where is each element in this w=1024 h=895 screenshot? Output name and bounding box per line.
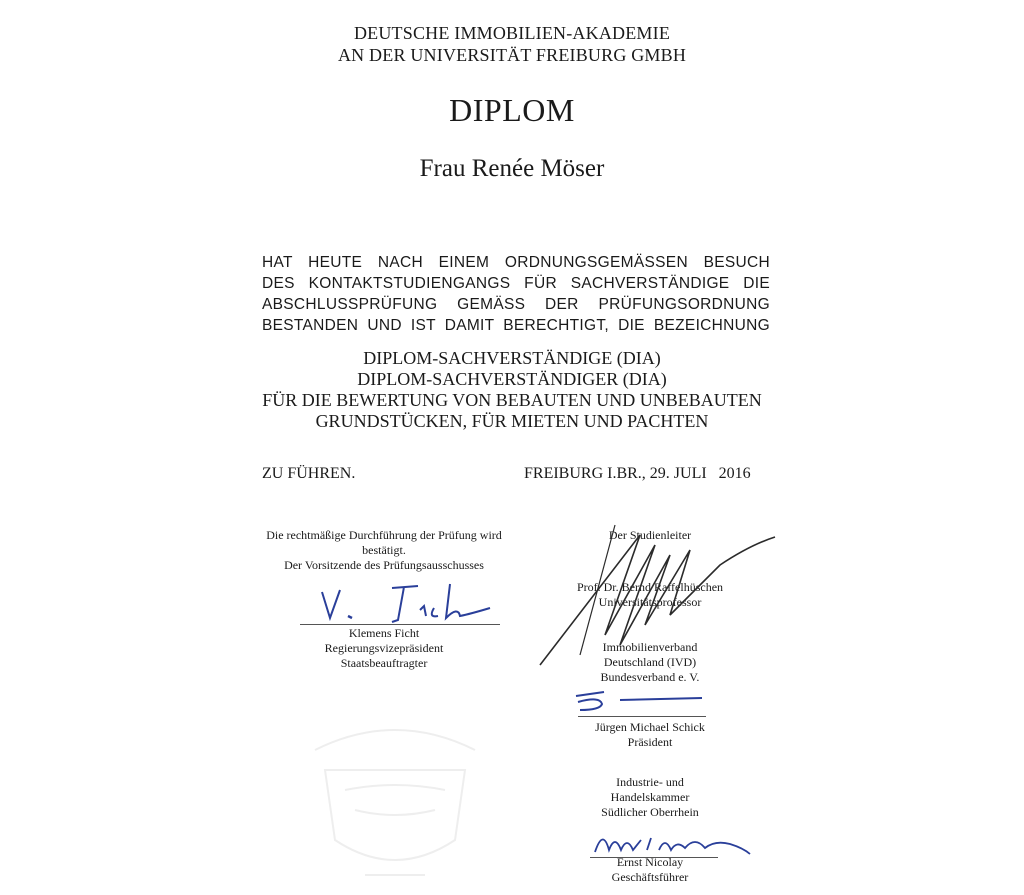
ivd-line3: Bundesverband e. V. [600, 670, 700, 684]
ivd-name: Jürgen Michael Schick [595, 720, 705, 734]
designation-line: FÜR DIE BEWERTUNG VON BEBAUTEN UND UNBEBAUTEN [262, 390, 762, 410]
designation-line: DIPLOM-SACHVERSTÄNDIGE (DIA) [363, 348, 661, 368]
exam-confirmation-line3: Der Vorsitzende des Prüfungsausschusses [284, 558, 484, 572]
study-director-label: Der Studienleiter [608, 528, 692, 542]
ihk-role: Geschäftsführer [611, 870, 689, 884]
signature-line-left [300, 624, 500, 625]
ihk-line3: Südlicher Oberrhein [601, 805, 699, 819]
chair-role2: Staatsbeauftragter [340, 656, 428, 670]
institution-line2: AN DER UNIVERSITÄT FREIBURG GMBH [337, 45, 687, 65]
ihk-block [530, 775, 770, 820]
exam-confirmation-line1: Die rechtmäßige Durchführung der Prüfung wird [266, 528, 502, 542]
ihk-line2: Handelskammer [610, 790, 690, 804]
exam-confirmation-line2: bestätigt. [362, 543, 406, 557]
recipient-name: Frau Renée Möser [419, 155, 605, 182]
institution-header [0, 22, 1024, 66]
exam-confirmation [256, 528, 512, 573]
chair-name: Klemens Ficht [348, 626, 420, 640]
diploma-title: DIPLOM [449, 92, 575, 128]
designation [0, 348, 1024, 432]
embossed-seal [295, 690, 495, 895]
signature-ficht [300, 580, 500, 630]
body-line: HAT HEUTE NACH EINEM ORDNUNGSGEMÄSSEN BESUCH [262, 254, 770, 271]
designation-line: GRUNDSTÜCKEN, FÜR MIETEN UND PACHTEN [315, 411, 709, 431]
closing-text: ZU FÜHREN. [262, 465, 356, 482]
ivd-signatory [530, 720, 770, 750]
ivd-line1: Immobilienverband [602, 640, 698, 654]
designation-line: DIPLOM-SACHVERSTÄNDIGER (DIA) [357, 369, 667, 389]
place-date: FREIBURG I.BR., 29. JULI 2016 [524, 465, 751, 482]
chair-role1: Regierungsvizepräsident [324, 641, 444, 655]
ihk-name: Ernst Nicolay [616, 855, 684, 869]
ivd-role: Präsident [627, 735, 673, 749]
ihk-signatory [530, 855, 770, 885]
study-director-role: Universitätsprofessor [598, 595, 702, 609]
ivd-block [530, 640, 770, 685]
ivd-line2: Deutschland (IVD) [603, 655, 697, 669]
signature-line-ivd [578, 716, 706, 717]
study-director-name: Prof. Dr. Bernd Raffelhüschen [576, 580, 724, 594]
body-line: BESTANDEN UND IST DAMIT BERECHTIGT, DIE BEZEICHNUNG [262, 317, 770, 334]
exam-chair [256, 626, 512, 671]
ihk-line1: Industrie- und [616, 775, 684, 789]
body-line: DES KONTAKTSTUDIENGANGS FÜR SACHVERSTÄNDIGE DIE [262, 275, 770, 292]
signature-schick [570, 686, 710, 716]
body-line: ABSCHLUSSPRÜFUNG GEMÄSS DER PRÜFUNGSORDNUNG [262, 296, 770, 313]
institution-line1: DEUTSCHE IMMOBILIEN-AKADEMIE [353, 23, 671, 43]
body-text [262, 252, 770, 336]
